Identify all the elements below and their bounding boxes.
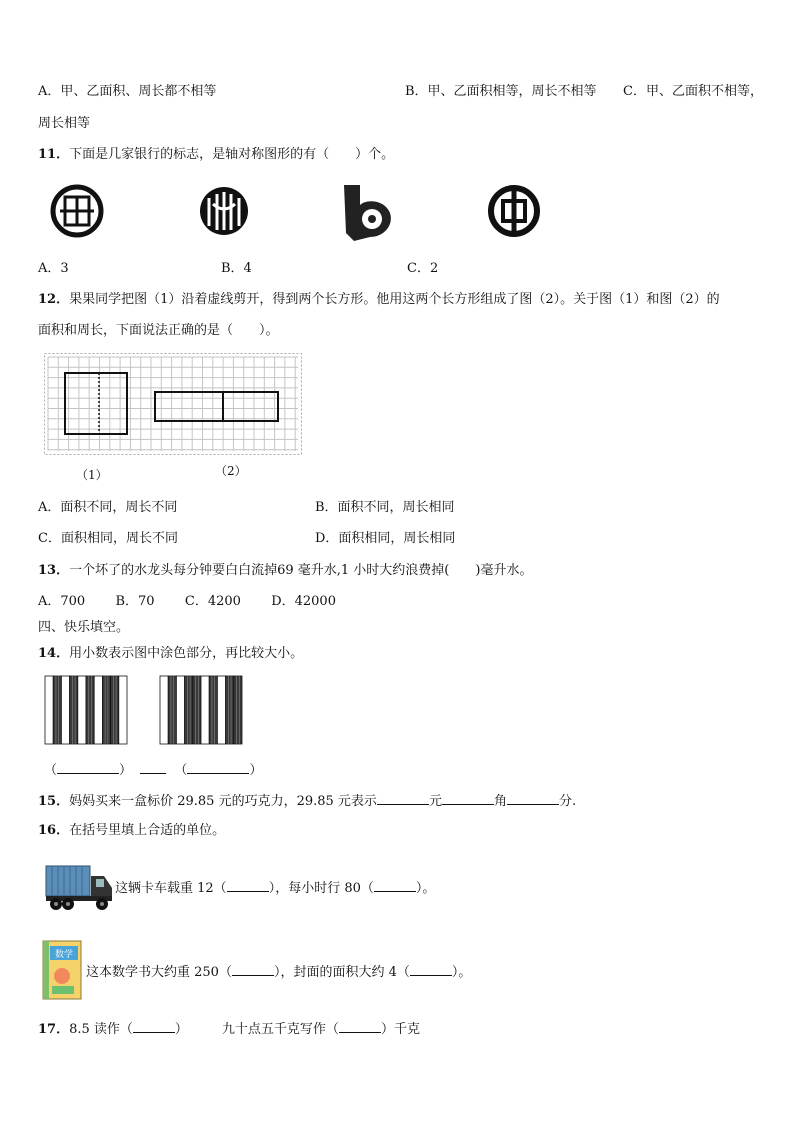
q16-number: 16． — [38, 823, 70, 838]
q14-fig2-strip-blank — [217, 676, 225, 744]
q14-blank-1[interactable] — [57, 760, 119, 774]
bank-logo-4-icon — [487, 184, 541, 238]
q12-figure1-label: （1） — [76, 468, 108, 482]
q13-options-row — [38, 593, 336, 611]
q16-book-text-c: ）。 — [451, 965, 472, 980]
q14-fig1-strip-blank — [94, 676, 102, 744]
q12-option-d[interactable]: D．面积相同，周长相同 — [315, 531, 456, 546]
q17-part-a: 8.5 读作（ — [69, 1022, 133, 1037]
q12-option-a[interactable]: A．面积不同，周长不同 — [38, 500, 178, 515]
q14-blank-2[interactable] — [187, 760, 249, 774]
q14-fig2-strip-shaded — [234, 676, 242, 744]
q15-blank-jiao[interactable] — [442, 791, 494, 805]
q14-paren-open-1: （ — [44, 763, 58, 778]
q13-text: 一个坏了的水龙头每分钟要白白流掉69 毫升水,1 小时大约浪费掉( )毫升水。 — [69, 563, 533, 578]
bank-logo-2-icon — [197, 184, 251, 238]
q11-text: 下面是几家银行的标志，是轴对称图形的有（ ）个。 — [69, 147, 395, 162]
q12-figure2-label: （2） — [215, 464, 247, 478]
bank-logo-3-icon — [340, 183, 396, 241]
q15-question — [38, 791, 576, 811]
q17-part-a-end: ） — [174, 1022, 188, 1037]
q14-fig1-strip-shaded — [53, 676, 61, 744]
q16-truck-text-c: ）。 — [415, 881, 436, 896]
q12-text-1: 果果同学把图（1）沿着虚线剪开，得到两个长方形。他用这两个长方形组成了图（2）。关于图（1）和图（2）的 — [69, 292, 720, 307]
q14-fig1-strip-shaded — [111, 676, 119, 744]
q16-truck-blank-weight[interactable] — [227, 878, 269, 892]
q15-number: 15． — [38, 794, 70, 809]
q10-option-c[interactable]: C．甲、乙面积不相等， — [623, 84, 763, 99]
q14-fig1-strip-blank — [78, 676, 86, 744]
q13-option-d[interactable]: D．42000 — [271, 594, 336, 609]
q16-book-blank-area[interactable] — [410, 962, 452, 976]
math-book-icon — [42, 940, 82, 1000]
q14-fig2-strip-shaded — [185, 676, 193, 744]
q16-text: 在括号里填上合适的单位。 — [69, 823, 226, 838]
q17-number: 17． — [38, 1022, 70, 1037]
q17-question — [38, 1019, 420, 1039]
truck-icon — [44, 862, 114, 912]
q10-option-b[interactable]: B．甲、乙面积相等，周长不相等 — [405, 84, 597, 99]
q12-number: 12． — [38, 292, 70, 307]
q15-blank-fen[interactable] — [507, 791, 559, 805]
q13-option-a[interactable]: A．700 — [38, 594, 86, 609]
q14-compare-blank[interactable] — [140, 760, 166, 774]
q15-blank-yuan[interactable] — [377, 791, 429, 805]
q14-figure-1 — [45, 676, 127, 744]
book-cover-title: 数学 — [54, 950, 74, 960]
q14-fig2-strip-blank — [176, 676, 184, 744]
q16-truck-text-b: ），每小时行 80（ — [268, 881, 374, 896]
q16-truck-text-a: 这辆卡车载重 12（ — [115, 881, 227, 896]
q14-fig1-strip-blank — [119, 676, 127, 744]
q14-number: 14． — [38, 646, 70, 661]
q14-fig2-strip-shaded — [193, 676, 201, 744]
q16-truck-sentence — [115, 878, 435, 898]
q14-text: 用小数表示图中涂色部分，再比较大小。 — [69, 646, 304, 661]
q14-fig2-strip-blank — [201, 676, 209, 744]
q12-option-c[interactable]: C．面积相同，周长不同 — [38, 531, 178, 546]
q10-option-a[interactable]: A．甲、乙面积、周长都不相等 — [38, 84, 217, 99]
q13-option-c[interactable]: C．4200 — [184, 594, 241, 609]
q17-part-b-end: ）千克 — [380, 1022, 420, 1037]
q11-number: 11． — [38, 147, 70, 162]
q14-fig2-strip-shaded — [226, 676, 234, 744]
q12-figure2-rectangle — [155, 392, 278, 421]
q14-paren-close-2: ） — [249, 763, 263, 778]
section-4-heading: 四、快乐填空。 — [38, 620, 130, 635]
q16-book-sentence — [86, 962, 471, 982]
q14-fig2-strip-blank — [160, 676, 168, 744]
q14-paren-close-1: ） — [119, 763, 133, 778]
q14-answer-row — [44, 760, 262, 780]
q17-part-b: 九十点五千克写作（ — [221, 1022, 339, 1037]
q14-fig2-strip-shaded — [168, 676, 176, 744]
q14-fig1-strip-shaded — [102, 676, 110, 744]
q16-book-text-a: 这本数学书大约重 250（ — [86, 965, 232, 980]
q16-question — [38, 822, 225, 840]
q16-book-blank-weight[interactable] — [232, 962, 274, 976]
bank-logo-1-icon — [50, 184, 104, 238]
q11-option-a[interactable]: A．3 — [38, 261, 69, 276]
q14-fig1-strip-blank — [45, 676, 53, 744]
q11-option-b[interactable]: B．4 — [221, 261, 252, 276]
q12-question-line2: 面积和周长，下面说法正确的是（ ）。 — [38, 323, 279, 338]
q12-grid-figure — [44, 353, 302, 455]
q14-question — [38, 645, 303, 663]
q10-option-c-continued: 周长相等 — [38, 116, 91, 131]
q15-unit-yuan: 元 — [428, 794, 442, 809]
q14-fig1-strip-blank — [61, 676, 69, 744]
q14-paren-open-2: （ — [174, 763, 188, 778]
q12-option-b[interactable]: B．面积不同，周长相同 — [315, 500, 455, 515]
q15-unit-jiao: 角 — [493, 794, 507, 809]
q13-option-b[interactable]: B．70 — [115, 594, 155, 609]
q17-blank-read[interactable] — [133, 1019, 175, 1033]
q11-option-c[interactable]: C．2 — [407, 261, 439, 276]
q14-fig2-strip-shaded — [209, 676, 217, 744]
q12-question-line1 — [38, 291, 720, 309]
q14-figure-2 — [160, 676, 242, 744]
q16-truck-blank-speed[interactable] — [374, 878, 416, 892]
q13-question — [38, 562, 532, 580]
q13-number: 13． — [38, 563, 70, 578]
q16-book-text-b: ），封面的面积大约 4（ — [273, 965, 410, 980]
q14-fig1-strip-shaded — [86, 676, 94, 744]
q14-fig1-strip-shaded — [70, 676, 78, 744]
q17-blank-write[interactable] — [339, 1019, 381, 1033]
q15-text: 妈妈买来一盒标价 29.85 元的巧克力，29.85 元表示 — [69, 794, 377, 809]
q15-unit-fen: 分. — [558, 794, 577, 809]
q12-figure1-square — [65, 373, 127, 434]
q11-question — [38, 146, 394, 164]
